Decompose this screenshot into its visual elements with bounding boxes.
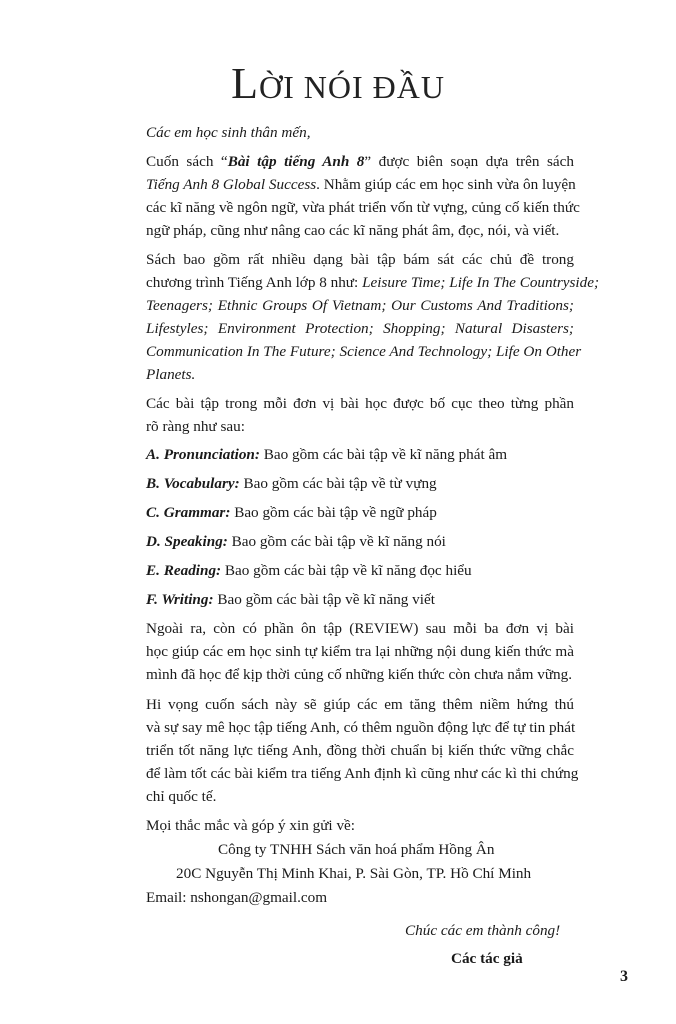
section-text: Bao gồm các bài tập về từ vựng [239, 475, 437, 492]
p4-line-1: Ngoài ra, còn có phần ôn tập (REVIEW) sau mỗi ba đơn vị bài [146, 620, 574, 637]
section-item [146, 446, 574, 464]
section-item [146, 591, 574, 609]
company-name: Công ty TNHH Sách văn hoá phẩm Hồng Ân [218, 841, 495, 858]
p2-line-5: Communication In The Future; Science And Technology; Life On Other [146, 343, 582, 360]
section-text: Bao gồm các bài tập về kĩ năng nói [227, 533, 446, 550]
p2-l2-a: chương trình Tiếng Anh lớp 8 như: [146, 274, 363, 291]
p1-line-2 [146, 176, 574, 194]
p2-line-1: Sách bao gồm rất nhiều dạng bài tập bám sát các chủ đề trong [146, 251, 574, 268]
contact-intro: Mọi thắc mắc và góp ý xin gửi về: [146, 817, 355, 834]
p4-line-3: mình đã học để kịp thời củng cố những kiến thức còn chưa nắm vững. [146, 666, 573, 683]
page-title [0, 58, 676, 109]
p5-line-3: triển tốt năng lực tiếng Anh, đồng thời chuẩn bị kiến thức vững chắc [146, 742, 574, 759]
p3-line-1: Các bài tập trong mỗi đơn vị bài học được bố cục theo từng phần [146, 395, 574, 412]
section-text: Bao gồm các bài tập về kĩ năng viết [213, 591, 435, 608]
p2-line-3: Teenagers; Ethnic Groups Of Vietnam; Our Customs And Traditions; [146, 297, 574, 314]
p2-line-4: Lifestyles; Environment Protection; Shopping; Natural Disasters; [146, 320, 574, 337]
section-label: B. Vocabulary: [146, 475, 240, 492]
p1-line-1 [146, 153, 574, 171]
contact-email: Email: nshongan@gmail.com [146, 889, 328, 906]
textbook-name: Tiếng Anh 8 Global Success [146, 176, 317, 193]
section-item [146, 562, 574, 580]
signature: Các tác giả [451, 950, 523, 967]
section-label: E. Reading: [146, 562, 222, 579]
title-initial: L [231, 59, 259, 108]
section-label: D. Speaking: [146, 533, 228, 550]
p3-line-2: rõ ràng như sau: [146, 418, 245, 435]
p2-l2-b: Leisure Time; Life In The Countryside; [362, 274, 600, 291]
p1-l1-a: Cuốn sách “ [146, 153, 228, 170]
section-item [146, 475, 574, 493]
section-label: A. Pronunciation: [146, 446, 260, 463]
section-text: Bao gồm các bài tập về kĩ năng phát âm [259, 446, 508, 463]
p1-line-3: các kĩ năng về ngôn ngữ, vừa phát triển vốn từ vựng, củng cố kiến thức [146, 199, 580, 216]
section-item [146, 504, 574, 522]
title-rest: ỜI NÓI ĐẦU [258, 69, 445, 105]
closing-line: Chúc các em thành công! [405, 922, 561, 939]
p1-l1-c: ” được biên soạn dựa trên sách [364, 153, 574, 170]
greeting: Các em học sinh thân mến, [146, 124, 311, 141]
p4-line-2: học giúp các em học sinh tự kiểm tra lại những nội dung kiến thức mà [146, 643, 574, 660]
company-address: 20C Nguyễn Thị Minh Khai, P. Sài Gòn, TP. Hồ Chí Minh [176, 865, 532, 882]
p2-line-2 [146, 274, 600, 292]
p1-line-4: ngữ pháp, cũng như nâng cao các kĩ năng phát âm, đọc, nói, và viết. [146, 222, 560, 239]
section-label: F. Writing: [146, 591, 214, 608]
p1-l2-b: . Nhằm giúp các em học sinh vừa ôn luyện [316, 176, 576, 193]
p5-line-1: Hi vọng cuốn sách này sẽ giúp các em tăng thêm niềm hứng thú [146, 696, 574, 713]
page-number: 3 [620, 968, 628, 985]
p2-line-6: Planets. [146, 366, 196, 383]
p5-line-5: chỉ quốc tế. [146, 788, 217, 805]
section-item [146, 533, 574, 551]
section-text: Bao gồm các bài tập về kĩ năng đọc hiểu [221, 562, 472, 579]
p5-line-4: để làm tốt các bài kiểm tra tiếng Anh định kì cũng như các kì thi chứng [146, 765, 579, 782]
section-text: Bao gồm các bài tập về ngữ pháp [230, 504, 437, 521]
p5-line-2: và sự say mê học tập tiếng Anh, có thêm nguồn động lực để tự tin phát [146, 719, 576, 736]
book-title: Bài tập tiếng Anh 8 [227, 153, 365, 170]
section-label: C. Grammar: [146, 504, 231, 521]
